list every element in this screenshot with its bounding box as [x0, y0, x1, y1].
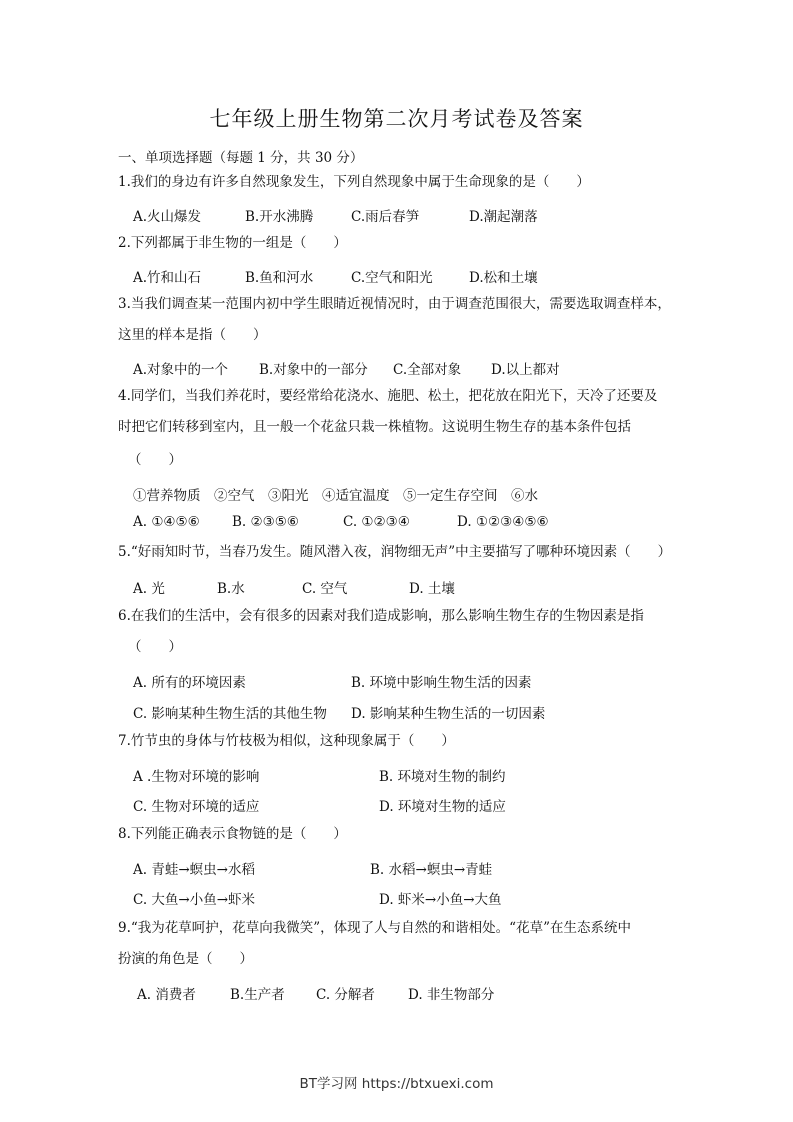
q4-option-b: B. ②③⑤⑥: [232, 514, 299, 530]
q2-option-b: B.鱼和河水: [245, 270, 314, 286]
question-9-text-cont: 扮演的角色是（ ）: [118, 951, 253, 967]
q6-option-c: C. 影响某种生物生活的其他生物: [133, 706, 327, 722]
q1-option-b: B.开水沸腾: [245, 209, 314, 225]
q1-option-a: A.火山爆发: [133, 209, 202, 225]
q3-option-a: A.对象中的一个: [133, 362, 229, 378]
q8-option-d: D. 虾米→小鱼→大鱼: [379, 892, 502, 908]
footer-watermark: BT学习网 https://btxuexi.com: [299, 1076, 494, 1092]
q3-option-d: D.以上都对: [491, 362, 560, 378]
question-1-text: 1.我们的身边有许多自然现象发生，下列自然现象中属于生命现象的是（ ）: [118, 174, 590, 190]
q6-option-a: A. 所有的环境因素: [133, 675, 246, 691]
question-5-text: 5.“好雨知时节，当春乃发生。随风潜入夜，润物细无声”中主要描写了哪种环境因素（ ）: [118, 544, 672, 560]
q9-option-d: D. 非生物部分: [408, 987, 495, 1003]
q1-option-d: D.潮起潮落: [469, 209, 538, 225]
question-7-text: 7.竹节虫的身体与竹枝极为相似，这种现象属于（ ）: [118, 733, 455, 749]
question-3-text: 3.当我们调查某一范围内初中学生眼睛近视情况时，由于调查范围很大，需要选取调查样本，: [118, 296, 671, 312]
q6-option-d: D. 影响某种生物生活的一切因素: [351, 706, 546, 722]
q5-option-b: B.水: [217, 581, 245, 597]
question-6-paren: （ ）: [128, 639, 182, 655]
q3-option-c: C.全部对象: [393, 362, 462, 378]
question-4-text-cont: 时把它们转移到室内，且一般一个花盆只栽一株植物。这说明生物生存的基本条件包括: [118, 419, 631, 435]
q4-conditions-list: ①营养物质 ②空气 ③阳光 ④适宜温度 ⑤一定生存空间 ⑥水: [133, 488, 538, 504]
q4-option-a: A. ①④⑤⑥: [133, 514, 200, 530]
question-4-paren: （ ）: [128, 452, 182, 468]
question-2-text: 2.下列都属于非生物的一组是（ ）: [118, 235, 347, 251]
q9-option-c: C. 分解者: [316, 987, 375, 1003]
q7-option-a: A .生物对环境的影响: [133, 769, 260, 785]
q1-option-c: C.雨后春笋: [351, 209, 420, 225]
q9-option-b: B.生产者: [230, 987, 285, 1003]
q7-option-d: D. 环境对生物的适应: [379, 799, 506, 815]
question-4-text: 4.同学们，当我们养花时，要经常给花浇水、施肥、松土，把花放在阳光下，天冷了还要及: [118, 388, 658, 404]
q7-option-b: B. 环境对生物的制约: [379, 769, 506, 785]
section-heading: 一、单项选择题（每题 1 分，共 30 分）: [118, 150, 364, 166]
q8-option-c: C. 大鱼→小鱼→虾米: [133, 892, 256, 908]
q5-option-a: A. 光: [133, 581, 165, 597]
q2-option-c: C.空气和阳光: [351, 270, 433, 286]
q5-option-c: C. 空气: [302, 581, 348, 597]
question-3-text-cont: 这里的样本是指（ ）: [118, 327, 267, 343]
q4-option-d: D. ①②③④⑤⑥: [457, 514, 549, 530]
page-title: 七年级上册生物第二次月考试卷及答案: [209, 107, 584, 131]
q3-option-b: B.对象中的一部分: [259, 362, 368, 378]
q8-option-b: B. 水稻→螟虫→青蛙: [370, 862, 493, 878]
question-8-text: 8.下列能正确表示食物链的是（ ）: [118, 826, 347, 842]
question-9-text: 9.“我为花草呵护，花草向我微笑”，体现了人与自然的和谐相处。“花草”在生态系统中: [118, 920, 631, 936]
q6-option-b: B. 环境中影响生物生活的因素: [351, 675, 532, 691]
q2-option-a: A.竹和山石: [133, 270, 202, 286]
q4-option-c: C. ①②③④: [343, 514, 410, 530]
q9-option-a: A. 消费者: [137, 987, 196, 1003]
q5-option-d: D. 土壤: [409, 581, 455, 597]
q7-option-c: C. 生物对环境的适应: [133, 799, 260, 815]
question-6-text: 6.在我们的生活中，会有很多的因素对我们造成影响，那么影响生物生存的生物因素是指: [118, 608, 644, 624]
q8-option-a: A. 青蛙→螟虫→水稻: [133, 862, 255, 878]
q2-option-d: D.松和土壤: [469, 270, 538, 286]
